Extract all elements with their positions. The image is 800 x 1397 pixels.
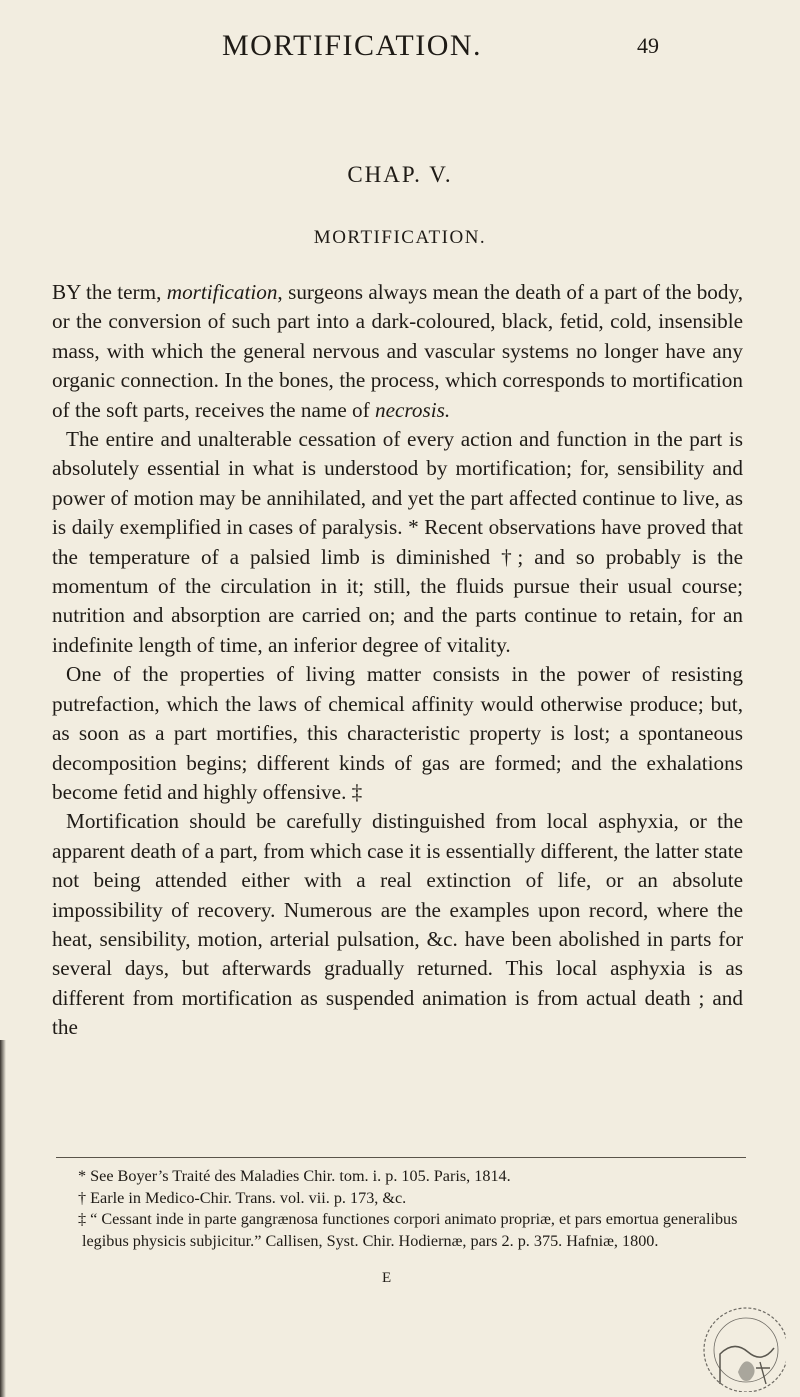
paragraph-1-lead: BY the term, <box>52 280 167 304</box>
footnote-3: ‡ “ Cessant inde in parte gangrænosa functiones corpori animato propriæ, et pars emortua generalibus legibus physicis subjicitur.” Callisen, Syst. Chir. Hodiernæ, pars 2. p. 375. Hafniæ, 1800. <box>78 1210 738 1250</box>
paragraph-1-text: , surgeons always mean the death of a part of the body, or the conversion of such part into a dark-coloured, black, fetid, cold, insensible mass, with which the general nervous and vascular systems no longer have any organic connection. In the bones, the process, which corresponds to mortification of the soft parts, receives the name of <box>52 280 744 422</box>
paragraph-1 <box>52 278 743 425</box>
running-title: MORTIFICATION. <box>222 29 483 62</box>
footnote-rule <box>56 1157 746 1158</box>
chapter-heading: CHAP. V. <box>347 162 453 187</box>
running-head <box>0 28 800 64</box>
footnote-2: † Earle in Medico-Chir. Trans. vol. vii. p. 173, &c. <box>78 1188 407 1207</box>
footnotes <box>52 1166 752 1252</box>
library-stamp-icon <box>686 1292 786 1392</box>
section-heading: MORTIFICATION. <box>313 227 487 248</box>
term-mortification: mortification <box>166 280 278 304</box>
paragraph-4: Mortification should be carefully distinguished from local asphyxia, or the apparent death of a part, from which case it is essentially different, the latter state not being attended either with a real extinction of life, or an absolute impossibility of recovery. Numerous are the examples upon record, where the heat, sensibility, motion, arterial pulsation, &c. have been abolished in parts for several days, but afterwards gradually returned. This local asphyxia is as different from mortification as suspended animation is from actual death ; and the <box>52 809 743 1040</box>
page-gutter-shadow <box>0 1040 6 1397</box>
footnote-1: * See Boyer’s Traité des Maladies Chir. tom. i. p. 105. Paris, 1814. <box>78 1167 511 1185</box>
paragraph-2: The entire and unalterable cessation of every action and function in the part is absolutely essential in what is understood by mortification; for, sensibility and power of motion may be annihilated, and yet the part affected continue to live, as is daily exemplified in cases of paralysis. * Recent observations have proved that the temperature of a palsied limb is diminished †; and so probably is the momentum of the circulation in it; still, the fluids pursue their usual course; nutrition and absorption are carried on; and the parts continue to retain, for an indefinite length of time, an inferior degree of vitality. <box>52 427 743 657</box>
body-text <box>52 278 743 1043</box>
page-number: 49 <box>637 33 659 58</box>
term-necrosis: necrosis. <box>375 397 451 422</box>
paragraph-3: One of the properties of living matter consists in the power of resisting putrefaction, which the laws of chemical affinity would otherwise produce; but, as soon as a part mortifies, this characteristic property is lost; a spontaneous decomposition begins; different kinds of gas are formed; and the exhalations become fetid and highly offensive. ‡ <box>52 662 743 804</box>
signature-mark: E <box>382 1270 392 1286</box>
